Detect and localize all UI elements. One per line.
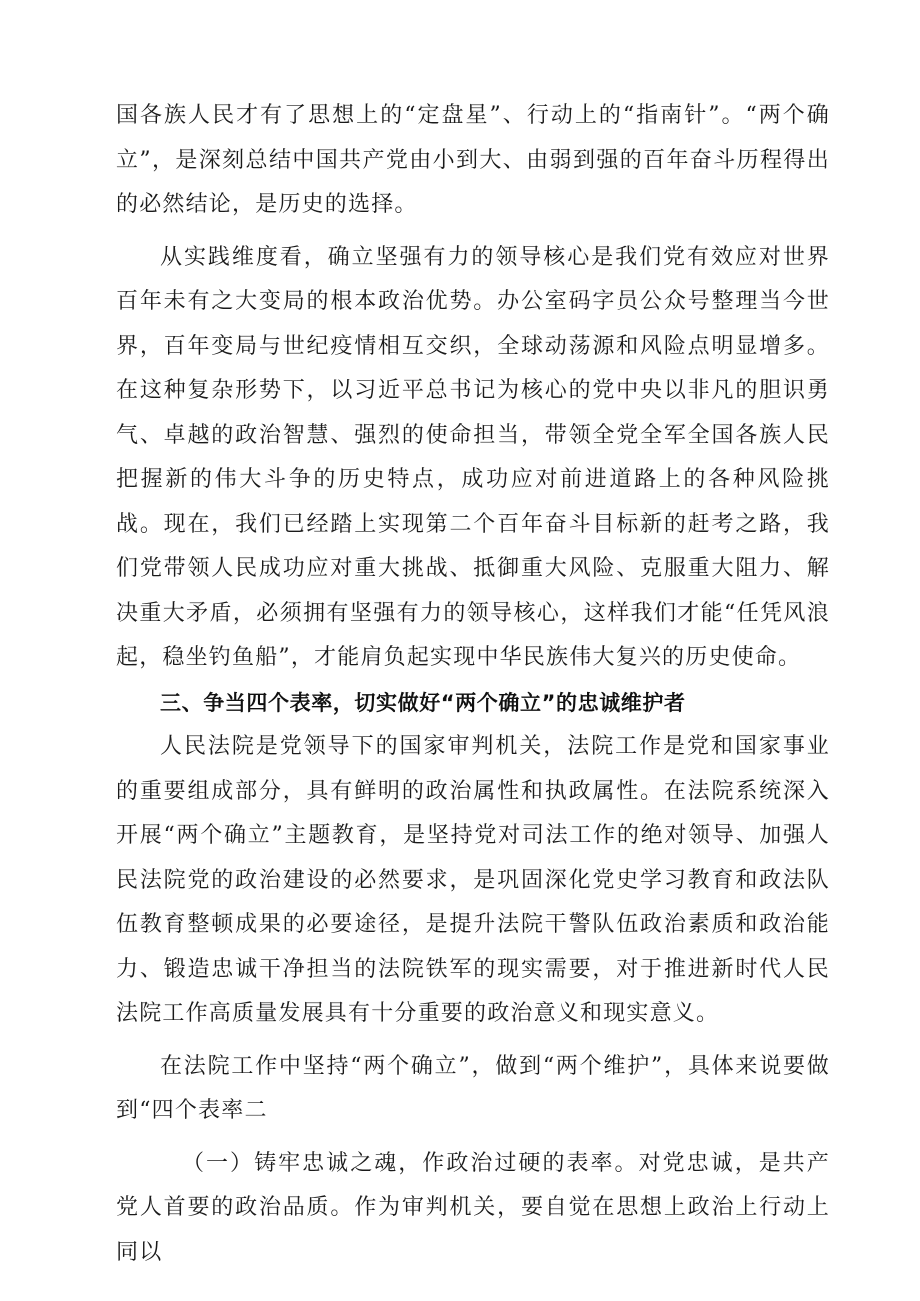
paragraph-practice-dimension: 从实践维度看，确立坚强有力的领导核心是我们党有效应对世界百年未有之大变局的根本政治优势。办公室码字员公众号整理当今世界，百年变局与世纪疫情相互交织，全球动荡源和风险点明显增多。在这种复杂形势下，以习近平总书记为核心的党中央以非凡的胆识勇气、卓越的政治智慧、强烈的使命担当，带领全党全军全国各族人民把握新的伟大斗争的历史特点，成功应对前进道路上的各种风险挑战。现在，我们已经踏上实现第二个百年奋斗目标新的赶考之路，我们党带领人民成功应对重大挑战、抵御重大风险、克服重大阻力、解决重大矛盾，必须拥有坚强有力的领导核心，这样我们才能“任凭风浪起，稳坐钓鱼船”，才能肩负起实现中华民族伟大复兴的历史使命。 xyxy=(116,244,830,670)
document-body xyxy=(116,94,830,1275)
paragraph-continuation: 国各族人民才有了思想上的“定盘星”、行动上的“指南针”。“两个确立”，是深刻总结中国共产党由小到大、由弱到强的百年奋斗历程得出的必然结论，是历史的选择。 xyxy=(116,103,830,217)
section-heading: 三、争当四个表率，切实做好“两个确立”的忠诚维护者 xyxy=(160,690,686,715)
paragraph-four-models-intro: 在法院工作中坚持“两个确立”，做到“两个维护”，具体来说要做到“四个表率二 xyxy=(116,1053,830,1123)
paragraph-gap xyxy=(116,1037,830,1045)
paragraph-gap xyxy=(116,1134,830,1142)
paragraph-gap xyxy=(116,228,830,236)
paragraph-court-role: 人民法院是党领导下的国家审判机关，法院工作是党和国家事业的重要组成部分，具有鲜明的政治属性和执政属性。在法院系统深入开展“两个确立”主题教育，是坚持党对司法工作的绝对领导、加强人民法院党的政治建设的必然要求，是巩固深化党史学习教育和政法队伍教育整顿成果的必要途径，是提升法院干警队伍政治素质和政治能力、锻造忠诚干净担当的法院铁军的现实需要，对于推进新时代人民法院工作高质量发展具有十分重要的政治意义和现实意义。 xyxy=(116,734,830,1026)
paragraph-loyalty-model: （一）铸牢忠诚之魂，作政治过硬的表率。对党忠诚，是共产党人首要的政治品质。作为审判机关，要自觉在思想上政治上行动上同以 xyxy=(116,1150,830,1265)
